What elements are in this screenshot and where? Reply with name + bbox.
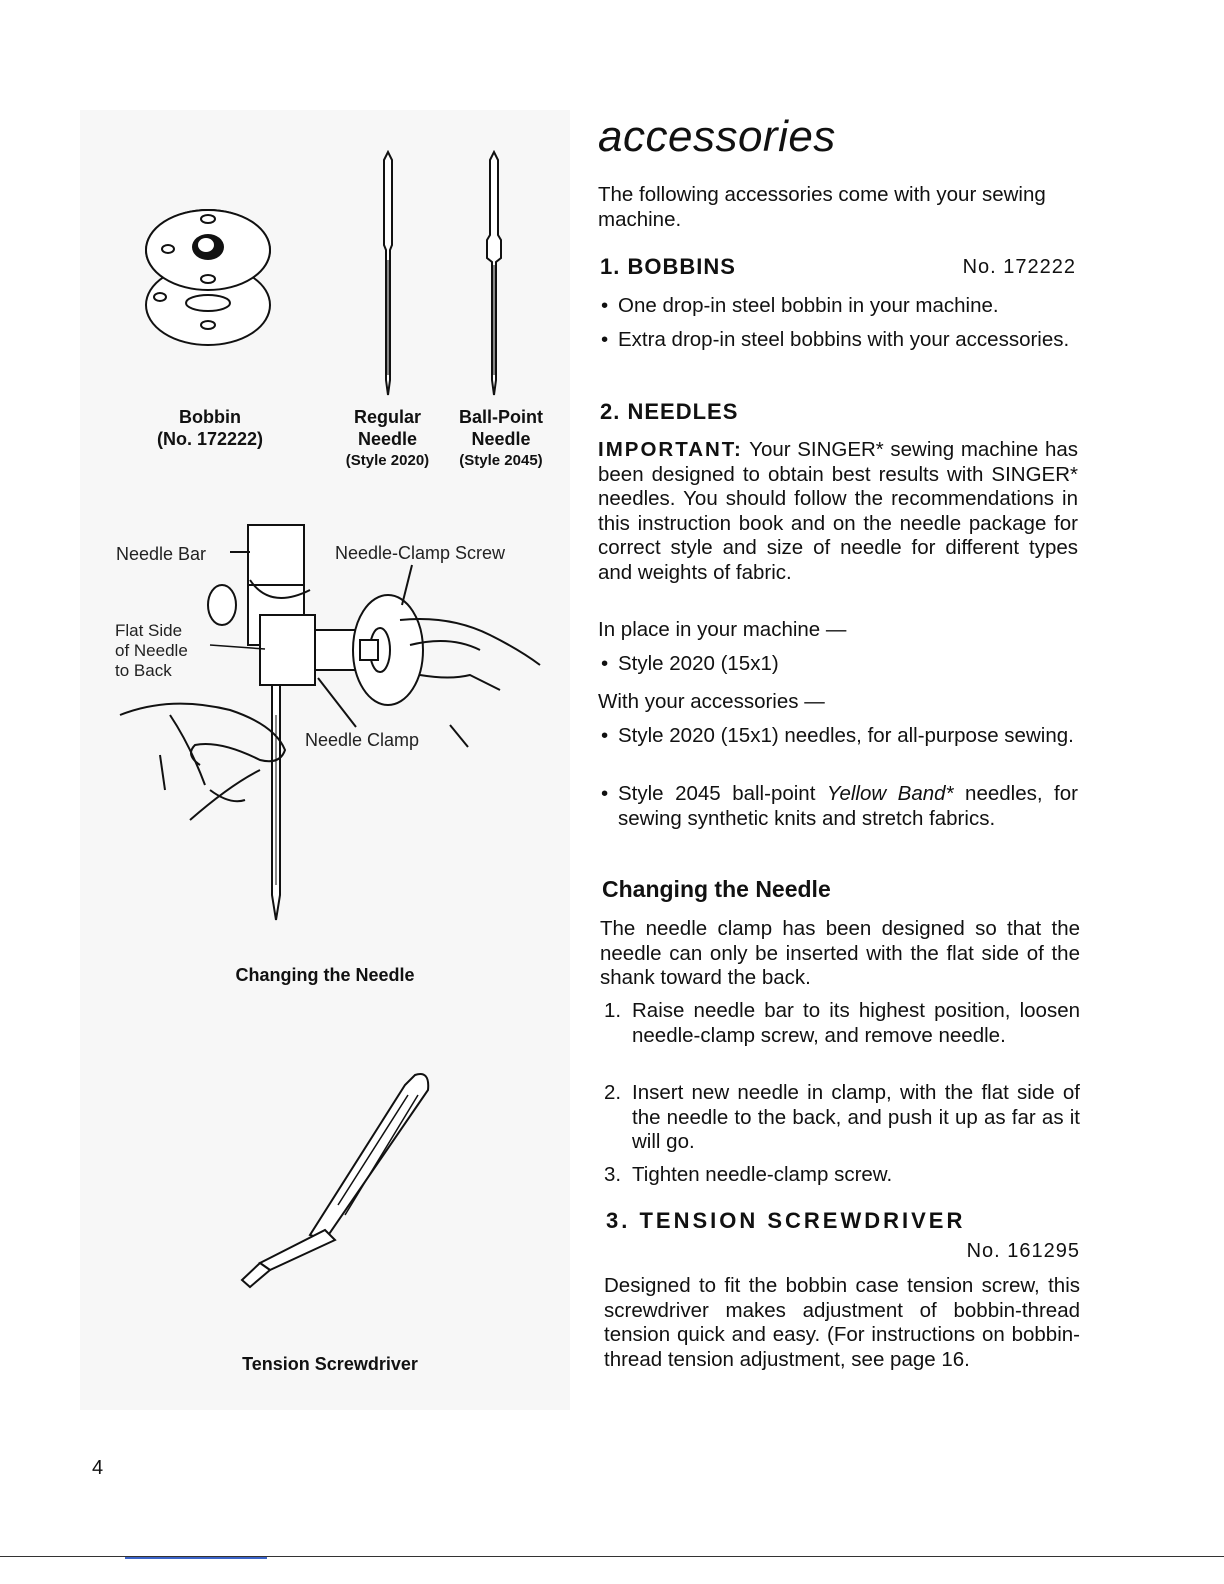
ballpoint-needle-caption: Ball-Point Needle (Style 2045) <box>459 407 543 469</box>
changing-needle-caption: Changing the Needle <box>235 965 415 985</box>
needles-heading: 2. NEEDLES <box>600 399 739 424</box>
bobbin-illustration <box>140 205 280 355</box>
step-item: 1. Raise needle bar to its highest position, loosen needle-clamp screw, and remove needle. <box>604 999 1080 1047</box>
page-number: 4 <box>92 1457 104 1479</box>
bottom-link-bar <box>125 1557 267 1559</box>
step-item: 3. Tighten needle-clamp screw. <box>604 1163 893 1186</box>
bobbin-caption: Bobbin (No. 172222) <box>156 407 264 449</box>
changing-needle-intro: The needle clamp has been designed so that the needle can only be inserted with the flat side of the shank toward the back. <box>600 917 1080 989</box>
list-item: • Style 2020 (15x1) <box>600 652 1078 677</box>
changing-needle-illustration <box>110 515 570 935</box>
intro-text: The following accessories come with your sewing machine. <box>598 183 1046 231</box>
with-accessories-label: With your accessories — <box>598 690 825 713</box>
important-paragraph <box>598 438 1078 585</box>
list-item: • Style 2045 ball-point Yellow Band* needles, for sewing synthetic knits and stretch fabrics. <box>600 782 1078 831</box>
step-item: 2. Insert new needle in clamp, with the flat side of the needle to the back, and push it up as far as it will go. <box>604 1081 1080 1153</box>
flat-side-label: Flat Side of Needle to Back <box>115 621 188 680</box>
screwdriver-caption: Tension Screwdriver <box>242 1354 418 1374</box>
important-label: IMPORTANT: <box>598 438 743 461</box>
needle-clamp-label: Needle Clamp <box>305 730 420 750</box>
bobbins-heading: 1. BOBBINS <box>600 254 736 279</box>
important-text: Your SINGER* sewing machine has been designed to obtain best results with SINGER* needles. You should follow the recommendations in this instruction book and on the needle package for correct style and size of needle for different types and weights of fabric. <box>598 438 1078 584</box>
regular-needle-caption: Regular Needle (Style 2020) <box>345 407 430 469</box>
in-place-label: In place in your machine — <box>598 618 847 641</box>
bobbins-part-number: No. 172222 <box>962 256 1076 278</box>
needle-bar-label: Needle Bar <box>116 544 207 564</box>
list-item: • Style 2020 (15x1) needles, for all-purpose sewing. <box>600 724 1078 749</box>
list-item: • Extra drop-in steel bobbins with your accessories. <box>600 328 1078 353</box>
list-item: • One drop-in steel bobbin in your machine. <box>600 294 1078 319</box>
page-title: accessories <box>598 112 836 161</box>
screwdriver-text: Designed to fit the bobbin case tension screw, this screwdriver makes adjustment of bobbin-thread tension quick and easy. (For instructions on bobbin-thread tension adjustment, see page 16. <box>604 1274 1080 1371</box>
changing-needle-heading: Changing the Needle <box>602 876 831 902</box>
screwdriver-heading: 3. TENSION SCREWDRIVER <box>606 1208 966 1233</box>
needles-illustration <box>370 150 510 400</box>
screwdriver-part-number: No. 161295 <box>966 1240 1080 1262</box>
needle-clamp-screw-label: Needle-Clamp Screw <box>335 543 506 563</box>
screwdriver-illustration <box>230 1065 440 1295</box>
